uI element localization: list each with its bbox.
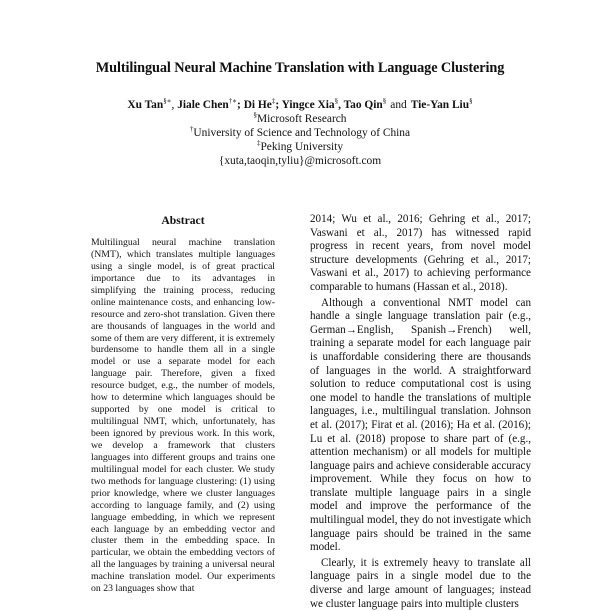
author-block	[0, 98, 600, 168]
author-separator: ,	[171, 99, 178, 111]
author-mark: §∗	[163, 97, 172, 106]
paper-title: Multilingual Neural Machine Translation with Language Clustering	[95, 60, 505, 76]
author-mark: ‡	[271, 97, 276, 106]
abstract-heading: Abstract	[161, 214, 205, 227]
affiliation-name: Microsoft Research	[256, 113, 347, 125]
author-separator: ;	[237, 99, 244, 111]
author-and: and	[390, 99, 407, 111]
affiliation	[0, 112, 600, 126]
author-name: Yingce Xia	[281, 99, 335, 111]
author-mark: §	[469, 97, 473, 106]
body-paragraph: Although a conventional NMT model can handle a single language translation pair (e.g., German→English, Spanish→French) well, training a separate model for each language pair is unaffordable considering there are thousands of languages in the world. A straightforward solution to reduce computational cost is using one model to handle the translations of multiple languages, i.e., multilingual translation. Johnson et al. (2017); Firat et al. (2016); Ha et al. (2016); Lu et al. (2018) propose to share part of (e.g., attention mechanism) or all models for multiple language pairs and achieve considerable accuracy improvement. While they focus on how to translate multiple language pairs in a single model and improve the performance of the multilingual model, they do not investigate which language pairs should be trained in the same model.	[310, 296, 531, 554]
affiliation-name: Peking University	[260, 141, 344, 153]
author-list	[0, 98, 600, 112]
affiliation	[0, 126, 600, 140]
body-paragraph: Clearly, it is extremely heavy to translate all language pairs in a single model due to the diverse and large amount of languages; instead we cluster language pairs into multiple clusters	[310, 556, 531, 610]
affiliation-mark: §	[253, 111, 257, 120]
affiliation-mark: ‡	[256, 139, 261, 148]
author-name: Tao Qin	[343, 99, 383, 111]
body-paragraph: 2014; Wu et al., 2016; Gehring et al., 2017; Vaswani et al., 2017) has witnessed rapid progress in recent years, from novel model structure developments (Gehring et al., 2017; Vaswani et al., 2017) to achieving performance comparable to humans (Hassan et al., 2018).	[310, 213, 531, 293]
author-name: Xu Tan	[127, 99, 164, 111]
author-email: {xuta,taoqin,tyliu}@microsoft.com	[218, 155, 382, 167]
affiliation-mark: †	[189, 125, 194, 134]
author-name: Jiale Chen	[177, 99, 229, 111]
affiliation-name: University of Science and Technology of China	[193, 127, 411, 139]
author-name: Di He	[243, 99, 272, 111]
author-separator: ,	[338, 99, 344, 111]
abstract-body: Multilingual neural machine translation (NMT), which translates multiple languages using a single model, is of great practical importance due to its advantages in simplifying the training process, reducing online maintenance costs, and enhancing low-resource and zero-shot translation. Given there are thousands of languages in the world and some of them are very different, it is extremely burdensome to handle them all in a single model or use a separate model for each language pair. Therefore, given a fixed resource budget, e.g., the number of models, how to determine which languages should be supported by one model is critical to multilingual NMT, which, unfortunately, has been ignored by previous work. In this work, we develop a framework that clusters languages into different groups and trains one multilingual model for each cluster. We study two methods for language clustering: (1) using prior knowledge, where we cluster languages according to language family, and (2) using language embedding, in which we represent each language by an embedding vector and cluster them in the embedding space. In particular, we obtain the embedding vectors of all the languages by training a universal neural machine translation model. Our experiments on 23 languages show that	[91, 237, 275, 595]
affiliation	[0, 140, 600, 154]
author-mark: §	[382, 97, 387, 106]
right-column	[310, 213, 531, 611]
author-mark: †∗	[228, 97, 238, 106]
author-name: Tie-Yan Liu	[410, 99, 470, 111]
author-mark: §	[334, 97, 339, 106]
author-separator: ;	[275, 99, 282, 111]
